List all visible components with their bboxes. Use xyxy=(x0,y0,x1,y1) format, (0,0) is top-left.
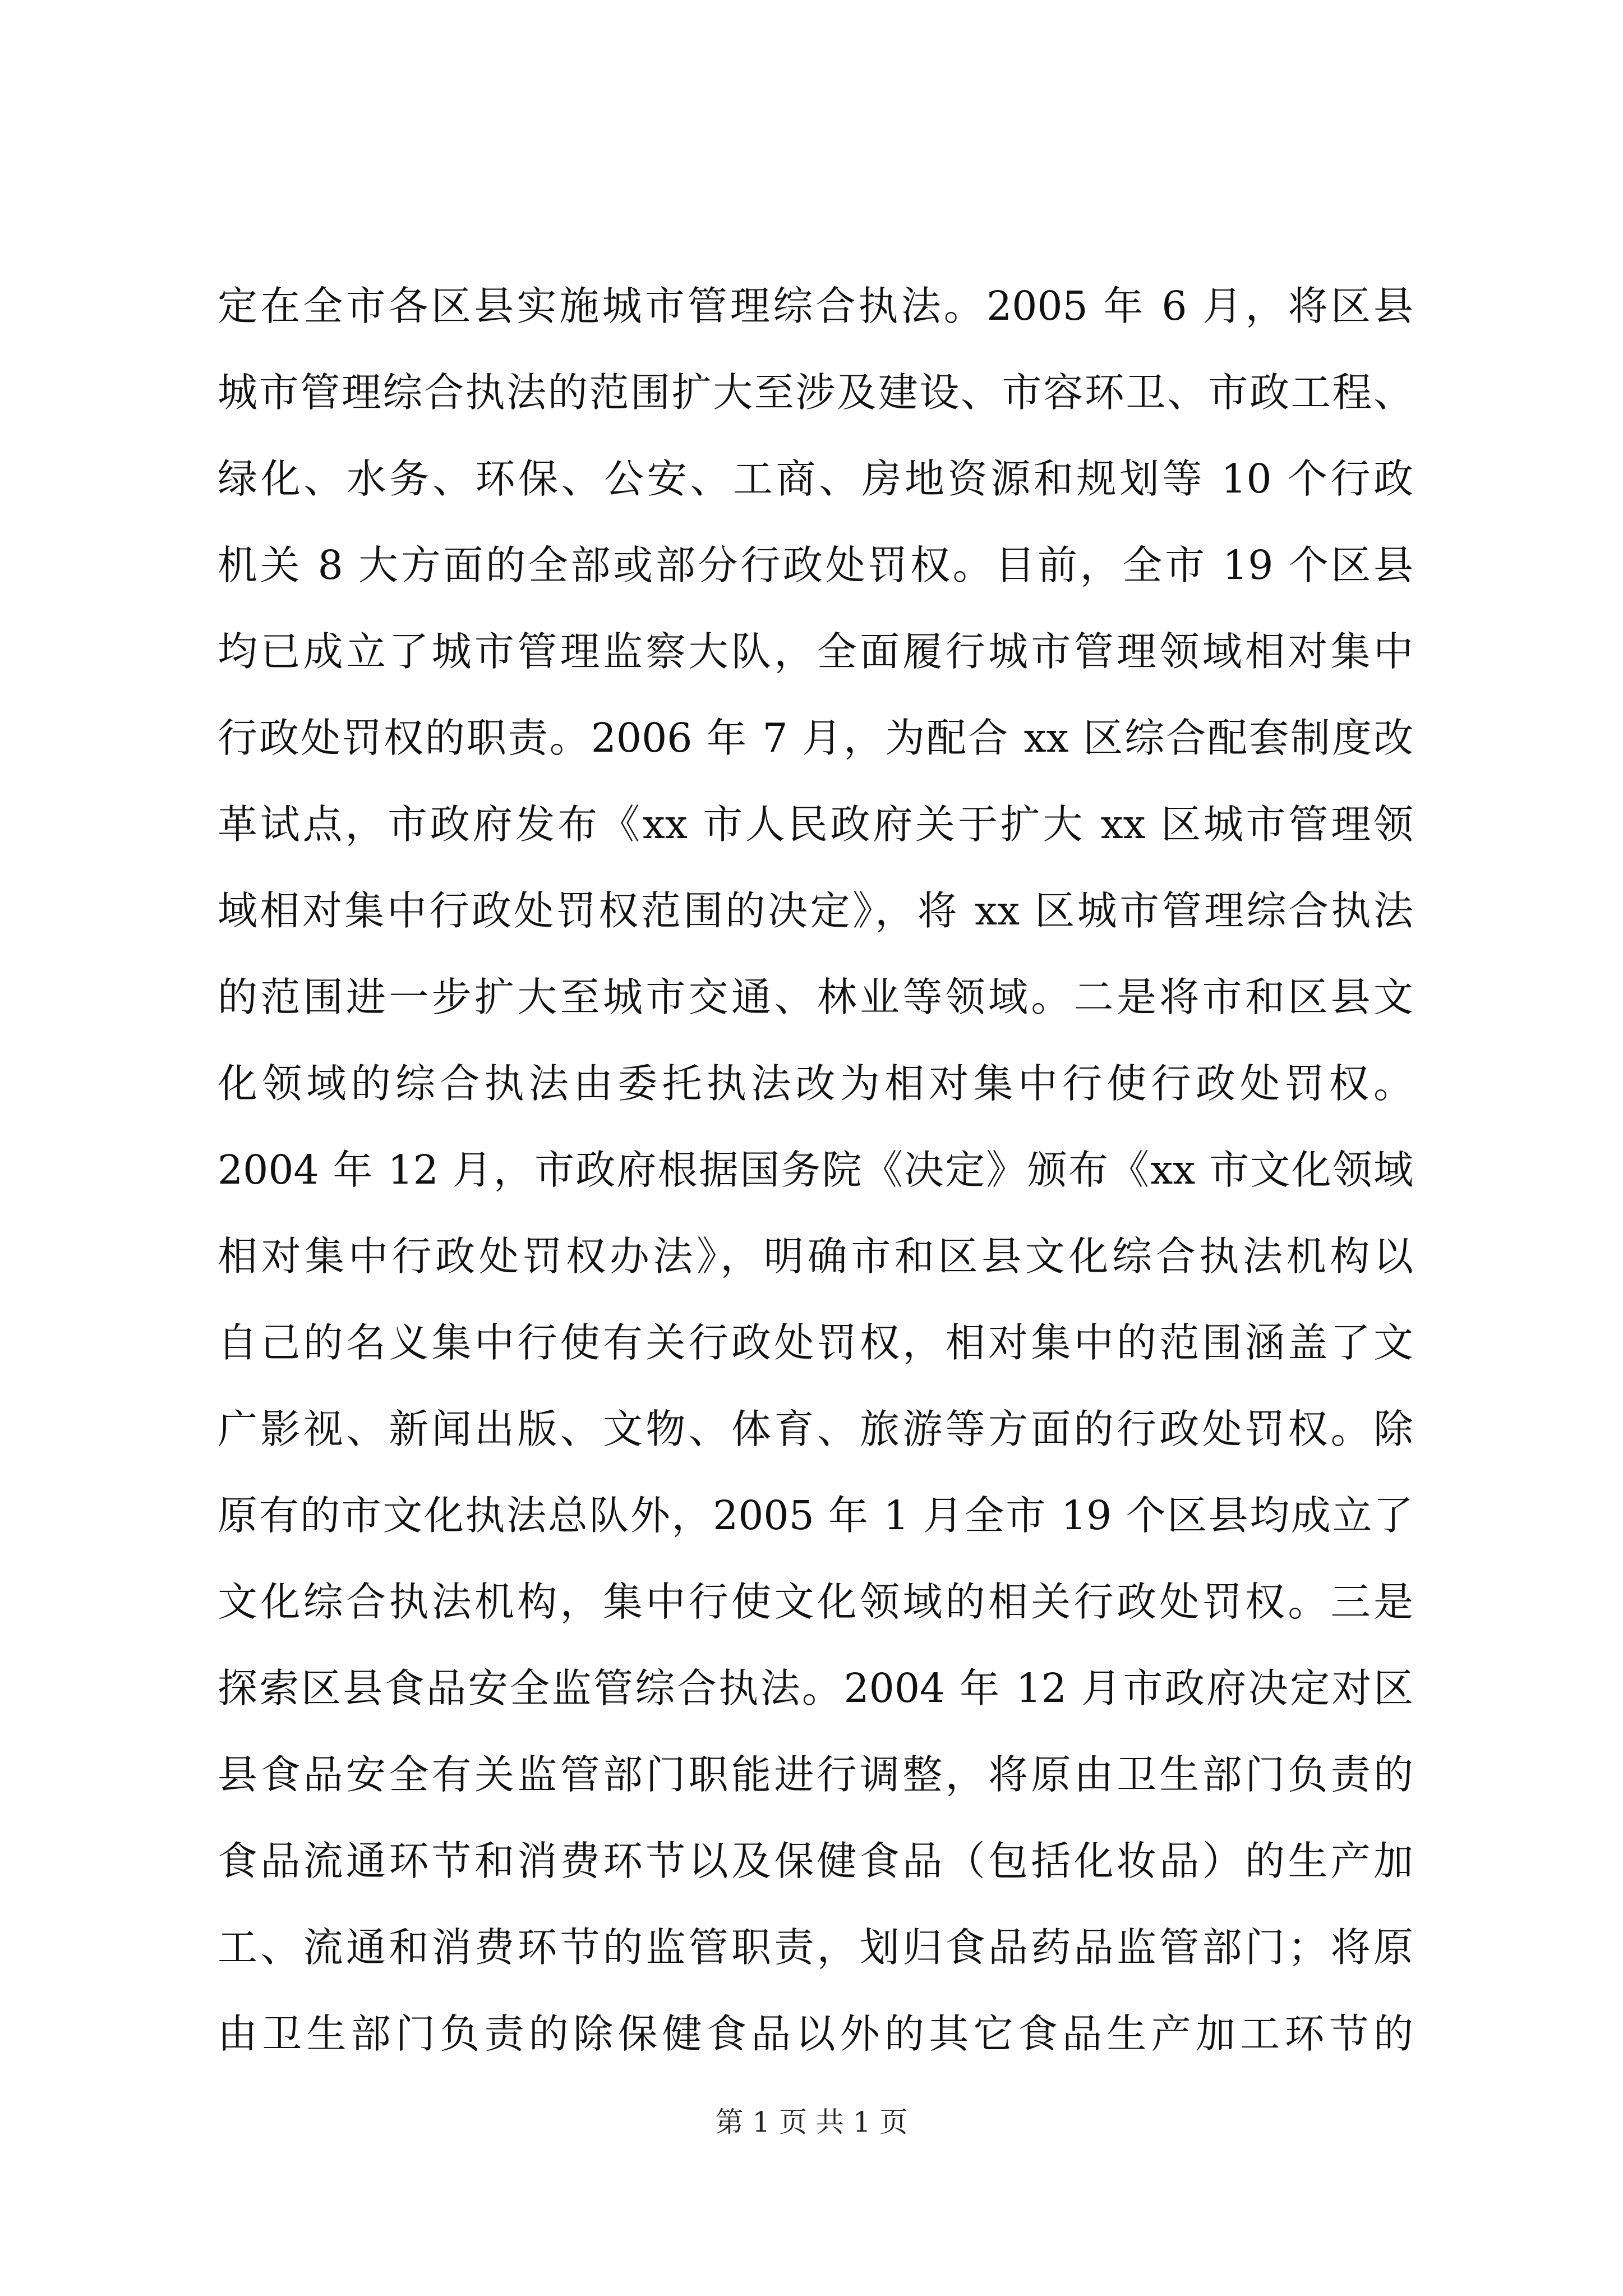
text-line-11: 2004 年 12 月，市政府根据国务院《决定》颁布《xx 市文化领域 xyxy=(218,1147,1413,1193)
text-line-6: 行政处罚权的职责。2006 年 7 月，为配合 xx 区综合配套制度改 xyxy=(218,715,1413,761)
text-line-9: 的范围进一步扩大至城市交通、林业等领域。二是将市和区县文 xyxy=(218,974,1413,1020)
text-line-16: 文化综合执法机构，集中行使文化领域的相关行政处罚权。三是 xyxy=(218,1579,1413,1625)
text-line-21: 由卫生部门负责的除保健食品以外的其它食品生产加工环节的 xyxy=(218,2010,1413,2057)
text-line-15: 原有的市文化执法总队外，2005 年 1 月全市 19 个区县均成立了 xyxy=(218,1492,1413,1539)
page-footer: 第 1 页 共 1 页 xyxy=(715,2106,908,2138)
text-line-5: 均已成立了城市管理监察大队，全面履行城市管理领域相对集中 xyxy=(218,628,1413,675)
text-line-20: 工、流通和消费环节的监管职责，划归食品药品监管部门；将原 xyxy=(218,1924,1413,1971)
text-line-8: 域相对集中行政处罚权范围的决定》，将 xx 区城市管理综合执法 xyxy=(218,887,1413,934)
text-line-19: 食品流通环节和消费环节以及保健食品（包括化妆品）的生产加 xyxy=(218,1838,1413,1884)
text-line-1: 定在全市各区县实施城市管理综合执法。2005 年 6 月，将区县 xyxy=(218,283,1413,329)
text-line-18: 县食品安全有关监管部门职能进行调整，将原由卫生部门负责的 xyxy=(218,1751,1413,1798)
text-line-10: 化领域的综合执法由委托执法改为相对集中行使行政处罚权。 xyxy=(218,1060,1413,1107)
text-line-12: 相对集中行政处罚权办法》，明确市和区县文化综合执法机构以 xyxy=(218,1233,1413,1280)
text-line-17: 探索区县食品安全监管综合执法。2004 年 12 月市政府决定对区 xyxy=(218,1665,1413,1711)
text-line-14: 广影视、新闻出版、文物、体育、旅游等方面的行政处罚权。除 xyxy=(218,1406,1413,1452)
text-line-7: 革试点，市政府发布《xx 市人民政府关于扩大 xx 区城市管理领 xyxy=(218,801,1413,848)
text-line-4: 机关 8 大方面的全部或部分行政处罚权。目前，全市 19 个区县 xyxy=(218,542,1413,588)
text-line-2: 城市管理综合执法的范围扩大至涉及建设、市容环卫、市政工程、 xyxy=(218,369,1413,416)
body-text xyxy=(218,263,1413,2077)
text-line-13: 自己的名义集中行使有关行政处罚权，相对集中的范围涵盖了文 xyxy=(218,1319,1413,1366)
text-line-3: 绿化、水务、环保、公安、工商、房地资源和规划等 10 个行政 xyxy=(218,455,1413,502)
